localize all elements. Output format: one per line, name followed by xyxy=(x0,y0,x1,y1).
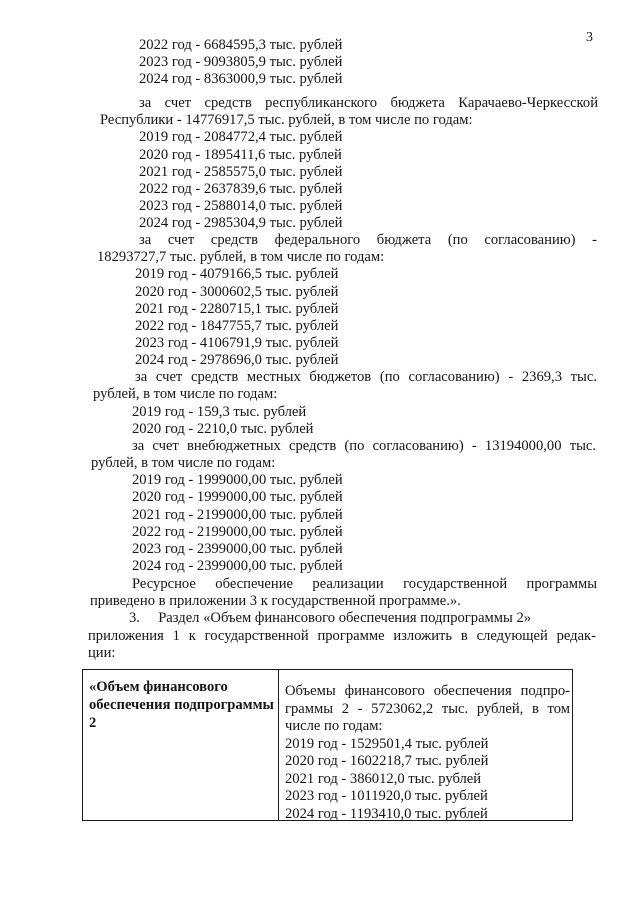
table-line: числе по годам: xyxy=(285,718,383,734)
text-line: 2022 год - 2199000,00 тыс. рублей xyxy=(132,524,343,540)
text-line: 2020 год - 1999000,00 тыс. рублей xyxy=(132,489,343,505)
text-line: 18293727,7 тыс. рублей, в том числе по годам: xyxy=(97,249,385,265)
text-line: рублей, в том числе по годам: xyxy=(91,455,276,471)
text-line: 2023 год - 2399000,00 тыс. рублей xyxy=(132,541,343,557)
text-line: 2022 год - 6684595,3 тыс. рублей xyxy=(139,37,343,53)
text-line: 2019 год - 159,3 тыс. рублей xyxy=(132,404,307,420)
text-line: 2019 год - 2084772,4 тыс. рублей xyxy=(139,129,343,145)
text-line: 2021 год - 2199000,00 тыс. рублей xyxy=(132,507,343,523)
table-line: 2024 год - 1193410,0 тыс. рублей xyxy=(285,805,488,822)
text-line: 2023 год - 2588014,0 тыс. рублей xyxy=(139,198,343,214)
table-divider xyxy=(278,670,279,820)
subprogram-finance-table xyxy=(82,669,573,821)
text-line: 2020 год - 1895411,6 тыс. рублей xyxy=(139,147,342,163)
text-line: 2024 год - 8363000,9 тыс. рублей xyxy=(139,71,343,87)
text-line: 2021 год - 2280715,1 тыс. рублей xyxy=(135,301,339,317)
text-line: за счет средств республиканского бюджета Карачаево-Черкесской xyxy=(139,95,598,111)
page-number: 3 xyxy=(586,30,593,45)
text-line: 2023 год - 4106791,9 тыс. рублей xyxy=(135,335,339,351)
text-line: 2020 год - 2210,0 тыс. рублей xyxy=(132,421,314,437)
table-line: 2023 год - 1011920,0 тыс. рублей xyxy=(285,788,488,804)
text-line: 2021 год - 2585575,0 тыс. рублей xyxy=(139,164,343,180)
text-line: 2024 год - 2978696,0 тыс. рублей xyxy=(135,352,339,368)
table-line: Объемы финансового обеспечения подпро- xyxy=(285,683,570,699)
text-line: 2019 год - 1999000,00 тыс. рублей xyxy=(132,472,343,488)
table-line: 2019 год - 1529501,4 тыс. рублей xyxy=(285,735,489,752)
text-line: за счет средств местных бюджетов (по согласованию) - 2369,3 тыс. xyxy=(135,369,597,385)
text-line: 2022 год - 1847755,7 тыс. рублей xyxy=(135,318,339,334)
table-line: 2021 год - 386012,0 тыс. рублей xyxy=(285,770,482,787)
text-line: 2020 год - 3000602,5 тыс. рублей xyxy=(135,284,339,300)
text-line: рублей, в том числе по годам: xyxy=(93,386,278,402)
text-line: 2023 год - 9093805,9 тыс. рублей xyxy=(139,54,343,70)
table-line: граммы 2 - 5723062,2 тыс. рублей, в том xyxy=(285,700,570,717)
text-line: за счет внебюджетных средств (по согласованию) - 13194000,00 тыс. xyxy=(132,438,596,454)
table-heading-cell: «Объем финансового обеспечения подпрограммы 2 xyxy=(89,679,274,731)
text-line: ции: xyxy=(88,645,116,661)
text-line: 2024 год - 2985304,9 тыс. рублей xyxy=(139,215,343,231)
text-line: 3. Раздел «Объем финансового обеспечения подпрограммы 2» xyxy=(129,610,532,626)
text-line: 2024 год - 2399000,00 тыс. рублей xyxy=(132,558,343,574)
text-line: приведено в приложении 3 к государственной программе.». xyxy=(90,593,461,609)
text-line: Республики - 14776917,5 тыс. рублей, в том числе по годам: xyxy=(100,112,473,128)
text-line: приложения 1 к государственной программе изложить в следующей редак- xyxy=(88,628,596,644)
table-value-cell xyxy=(285,683,570,823)
text-line: 2022 год - 2637839,6 тыс. рублей xyxy=(139,181,343,197)
table-line: 2020 год - 1602218,7 тыс. рублей xyxy=(285,753,489,769)
text-line: Ресурсное обеспечение реализации государственной программы xyxy=(132,576,597,592)
text-line: 2019 год - 4079166,5 тыс. рублей xyxy=(135,266,339,282)
text-line: за счет средств федерального бюджета (по согласованию) - xyxy=(139,232,597,248)
